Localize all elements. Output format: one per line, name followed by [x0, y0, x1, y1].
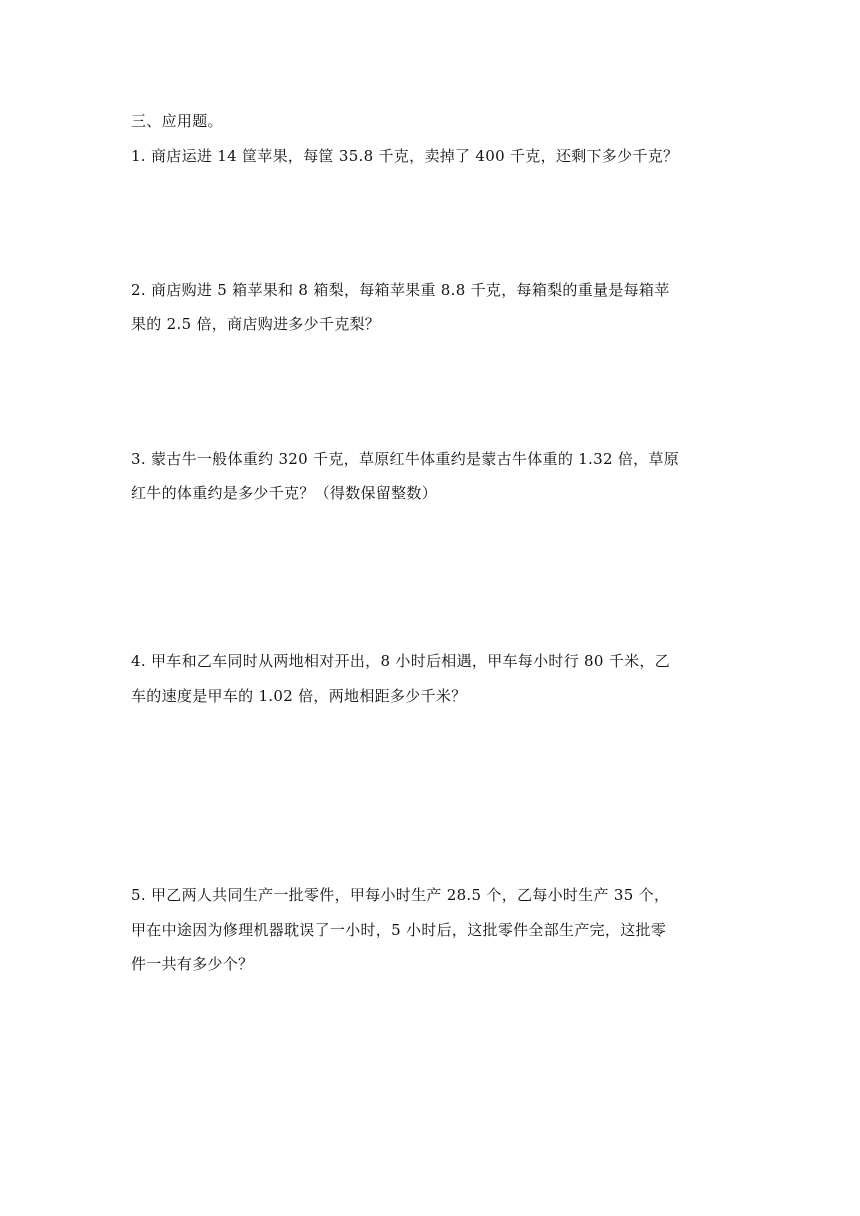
question-4-line-1: 4. 甲车和乙车同时从两地相对开出，8 小时后相遇，甲车每小时行 80 千米，乙 [131, 652, 671, 670]
question-2-line-2: 果的 2.5 倍，商店购进多少千克梨？ [131, 315, 381, 333]
question-5-line-1: 5. 甲乙两人共同生产一批零件，甲每小时生产 28.5 个，乙每小时生产 35 个， [131, 886, 670, 904]
question-2-line-1: 2. 商店购进 5 箱苹果和 8 箱梨，每箱苹果重 8.8 千克，每箱梨的重量是每箱苹 [131, 281, 670, 299]
question-4-line-2: 车的速度是甲车的 1.02 倍，两地相距多少千米？ [131, 687, 467, 705]
question-5-line-2: 甲在中途因为修理机器耽误了一小时，5 小时后，这批零件全部生产完，这批零 [131, 921, 667, 939]
question-5-line-3: 件一共有多少个？ [131, 955, 254, 973]
question-3-line-2: 红牛的体重约是多少千克？（得数保留整数） [131, 484, 438, 502]
section-title: 三、应用题。 [131, 112, 223, 130]
question-3-line-1: 3. 蒙古牛一般体重约 320 千克，草原红牛体重约是蒙古牛体重的 1.32 倍，草原 [131, 450, 680, 468]
question-1-line-1: 1. 商店运进 14 筐苹果，每筐 35.8 千克，卖掉了 400 千克，还剩下多少千克？ [131, 147, 679, 165]
